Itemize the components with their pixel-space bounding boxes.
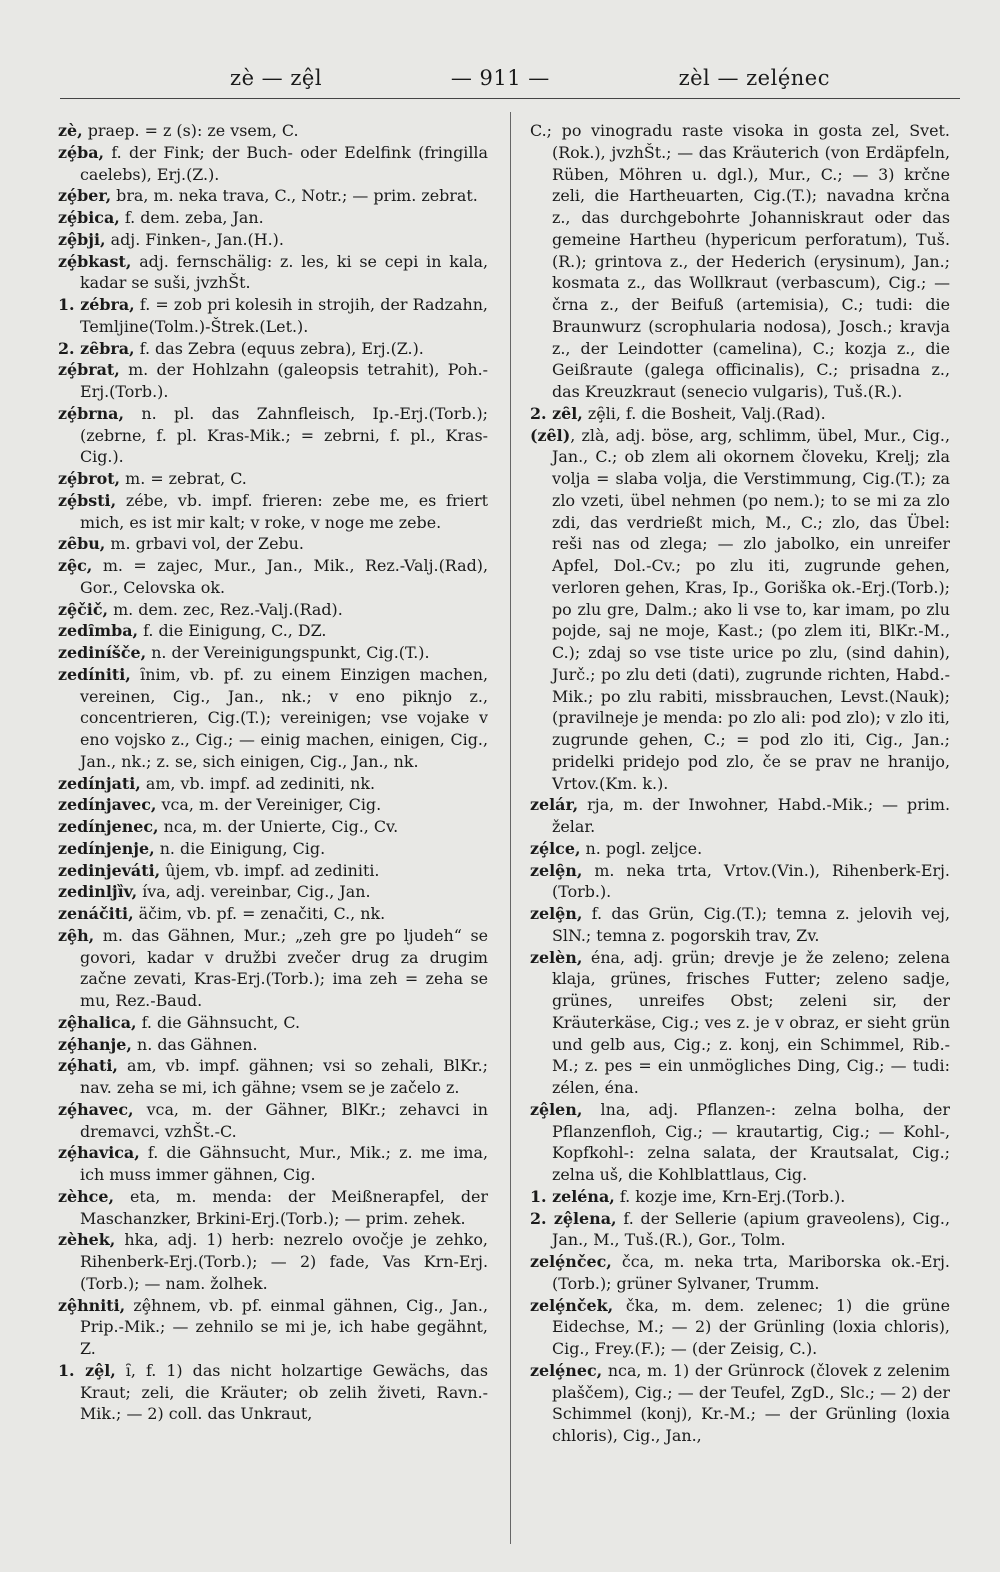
entry-headword: zedı́njati, bbox=[58, 773, 141, 793]
entry-definition: praep. = z (s): ze vsem, C. bbox=[82, 121, 299, 140]
dictionary-entry bbox=[530, 903, 950, 947]
dictionary-entry bbox=[58, 816, 488, 838]
entry-definition: nca, m. 1) der Grünrock (človek z zelenim plaščem), Cig.; — der Teufel, ZgD., Slc.; — 2) der Schimmel (konj), Kr.-M.; — der Grünling (loxia chloris), Cig., Jan., bbox=[552, 1360, 950, 1445]
entry-definition: f. die Gähnsucht, Mur., Mik.; z. me ima, ich muss immer gähnen, Cig. bbox=[80, 1143, 488, 1184]
dictionary-entry bbox=[530, 1251, 950, 1295]
dictionary-entry bbox=[530, 120, 950, 403]
entry-definition: n. die Einigung, Cig. bbox=[154, 838, 326, 858]
entry-definition: am, vb. impf. ad zediniti, nk. bbox=[140, 773, 376, 793]
dictionary-entry bbox=[58, 620, 488, 642]
dictionary-entry bbox=[530, 1295, 950, 1360]
entry-headword: zelȩ́nček, bbox=[530, 1295, 614, 1315]
entry-headword: zè, bbox=[58, 121, 83, 140]
dictionary-entry bbox=[58, 468, 488, 490]
dictionary-entry bbox=[58, 294, 488, 338]
dictionary-entry bbox=[58, 642, 488, 664]
header-left-guideword: zè — zȩ̂l bbox=[230, 66, 323, 90]
entry-definition: éna, adj. grün; drevje je že zeleno; zelena klaja, grünes, frisches Futter; zeleno sadje, grünes, unreifes Obst; zeleni sir, der Kräuterkäse, Cig.; ves z. je v obraz, er sieht grün und gelb aus, Cig.; z. konj, ein Schimmel, Rib.-M.; z. pes = ein unmögliches Ding, Cig.; — tudi: zélen, éna. bbox=[552, 947, 950, 1097]
entry-headword: zelȩ́nec, bbox=[530, 1360, 603, 1380]
entry-definition: m. der Hohlzahn (galeopsis tetrahit), Poh.-Erj.(Torb.). bbox=[80, 360, 488, 401]
header-rule bbox=[60, 98, 960, 99]
entry-definition: nca, m. der Unierte, Cig., Cv. bbox=[158, 817, 399, 836]
dictionary-entry bbox=[58, 925, 488, 1012]
entry-headword: zȩ́havec, bbox=[58, 1099, 134, 1119]
entry-definition: adj. Finken-, Jan.(H.). bbox=[105, 229, 284, 249]
right-column bbox=[530, 120, 950, 1552]
entry-definition: zébe, vb. impf. frieren: zebe me, es friert mich, es ist mir kalt; v roke, v noge me zebe. bbox=[80, 490, 488, 532]
dictionary-entry bbox=[58, 1099, 488, 1143]
dictionary-entry bbox=[58, 881, 488, 903]
entry-headword: zȩ́hati, bbox=[58, 1056, 118, 1076]
entry-definition: f. der Fink; der Buch- oder Edelfink (fringilla caelebs), Erj.(Z.). bbox=[80, 142, 488, 184]
dictionary-entry bbox=[530, 403, 950, 425]
entry-definition: bra, m. neka trava, C., Notr.; — prim. zebrat. bbox=[111, 186, 478, 206]
dictionary-entry bbox=[58, 251, 488, 295]
entry-definition: zȩ̂hnem, vb. pf. einmal gähnen, Cig., Jan., Prip.-Mik.; — zehnilo se mi je, ich habe gegähnt, Z. bbox=[80, 1295, 488, 1358]
dictionary-entry bbox=[58, 1229, 488, 1294]
entry-headword: 2. zȩ̂lena, bbox=[530, 1208, 617, 1228]
entry-definition: vca, m. der Vereiniger, Cig. bbox=[156, 795, 382, 815]
entry-definition: f. die Gähnsucht, C. bbox=[136, 1012, 301, 1032]
entry-headword: zȩ́brat, bbox=[58, 360, 120, 380]
dictionary-entry bbox=[58, 229, 488, 251]
column-divider bbox=[510, 112, 511, 1544]
dictionary-entry bbox=[58, 1186, 488, 1230]
entry-definition: f. = zob pri kolesih in strojih, der Radzahn, Temljine(Tolm.)-Štrek.(Let.). bbox=[80, 295, 488, 336]
entry-headword: zȩ́bica, bbox=[58, 208, 120, 227]
entry-headword: zelèn, bbox=[530, 947, 583, 967]
dictionary-entry bbox=[530, 1186, 950, 1208]
entry-definition: m. = zajec, Mur., Jan., Mik., Rez.-Valj.(Rad), Gor., Celovska ok. bbox=[80, 556, 488, 597]
entry-headword: zȩ̂halica, bbox=[58, 1012, 137, 1032]
dictionary-entry bbox=[58, 403, 488, 468]
entry-definition: rja, m. der Inwohner, Habd.-Mik.; — prim. želar. bbox=[552, 795, 950, 836]
entry-headword: zȩ́lce, bbox=[530, 838, 581, 858]
header-right-guideword: zèl — zelȩ́nec bbox=[678, 66, 830, 90]
entry-definition: vca, m. der Gähner, BlKr.; zehavci in dremavci, vzhŠt.-C. bbox=[80, 1099, 488, 1141]
entry-headword: (zȇl) bbox=[530, 425, 571, 445]
dictionary-entry bbox=[58, 1055, 488, 1099]
entry-definition: ı̑nim, vb. pf. zu einem Einzigen machen, vereinen, Cig., Jan., nk.; v eno piknjo z., concentrieren, Cig.(T.); vereinigen; vse vojake v eno vojsko z., Cig.; — einig machen, einigen, Cig., Jan., nk.; z. se, sich einigen, Cig., Jan., nk. bbox=[80, 664, 488, 771]
entry-headword: zȩ̂hniti, bbox=[58, 1295, 126, 1315]
page-number: — 911 — bbox=[450, 66, 550, 90]
dictionary-entry bbox=[58, 120, 488, 142]
entry-definition: čka, m. dem. zelenec; 1) die grüne Eidechse, M.; — 2) der Grünling (loxia chloris), Cig., Frey.(F.); — (der Zeisig, C.). bbox=[552, 1295, 950, 1358]
dictionary-entry bbox=[58, 860, 488, 882]
dictionary-entry bbox=[58, 490, 488, 534]
entry-definition: m. das Gähnen, Mur.; „zeh gre po ljudeh“ se govori, kadar v družbi zvečer drug za drugim začne zevati, Kras-Erj.(Torb.); ima zeh = zeha se mu, Rez.-Baud. bbox=[80, 925, 488, 1010]
dictionary-entry bbox=[58, 207, 488, 229]
dictionary-entry bbox=[530, 425, 950, 795]
entry-headword: zelȩ̑n, bbox=[530, 904, 583, 923]
left-column bbox=[58, 120, 488, 1552]
entry-headword: zȩ̑c, bbox=[58, 556, 93, 575]
entry-headword: 1. zébra, bbox=[58, 295, 135, 314]
entry-headword: zèhce, bbox=[58, 1186, 115, 1206]
dictionary-entry bbox=[530, 860, 950, 904]
dictionary-entry bbox=[530, 1360, 950, 1447]
entry-headword: zȩ̂len, bbox=[530, 1099, 583, 1119]
dictionary-entry bbox=[530, 838, 950, 860]
entry-definition: lna, adj. Pflanzen-: zelna bolha, der Pflanzenfloh, Cig.; — krautartig, Cig.; — Kohl-, Kopfkohl-: zelna salata, der Krautsalat, Cig.; zelna uš, die Kohlblattlaus, Cig. bbox=[552, 1099, 950, 1184]
entry-headword: zȩ́bkast, bbox=[58, 251, 132, 271]
entry-headword: zedı́niti, bbox=[58, 664, 131, 684]
entry-headword: zelár, bbox=[530, 795, 579, 815]
entry-headword: zèhek, bbox=[58, 1230, 116, 1250]
dictionary-entry bbox=[58, 1295, 488, 1360]
entry-definition: m. dem. zec, Rez.-Valj.(Rad). bbox=[108, 599, 343, 619]
entry-definition: ûjem, vb. impf. ad zediniti. bbox=[160, 860, 380, 880]
entry-definition: m. = zebrat, C. bbox=[120, 469, 247, 488]
entry-definition: m. neka trta, Vrtov.(Vin.), Rihenberk-Erj.(Torb.). bbox=[552, 860, 950, 902]
entry-definition: ı̑, f. 1) das nicht holzartige Gewächs, das Kraut; zeli, die Kräuter; ob zelih živeti, Ravn.-Mik.; — 2) coll. das Unkraut, bbox=[80, 1360, 488, 1424]
entry-definition: ı́va, adj. vereinbar, Cig., Jan. bbox=[137, 882, 371, 902]
entry-definition: čca, m. neka trta, Mariborska ok.-Erj.(Torb.); grüner Sylvaner, Trumm. bbox=[552, 1252, 950, 1293]
dictionary-entry bbox=[530, 947, 950, 1099]
dictionary-entry bbox=[58, 794, 488, 816]
entry-definition: hka, adj. 1) herb: nezrelo ovočje je zehko, Rihenberk-Erj.(Torb.); — 2) fade, Vas Krn-Erj.(Torb.); — nam. žolhek. bbox=[80, 1230, 488, 1293]
entry-headword: zȩ̑h, bbox=[58, 925, 95, 945]
entry-definition: am, vb. impf. gähnen; vsi so zehali, BlKr.; nav. zeha se mi, ich gähne; vsem se je začelo z. bbox=[80, 1056, 488, 1097]
entry-headword: 1. zeléna, bbox=[530, 1186, 615, 1206]
entry-definition: , zlà, adj. böse, arg, schlimm, übel, Mur., Cig., Jan., C.; ob zlem ali okornem človeku, Krelj; zla volja = slaba volja, die Verstimmung, Cig.(T.); za zlo vzeti, übel nehmen (po nem.); to se mi za zlo zdi, das verdrießt mich, M., C.; zlo, das Übel: reši nas od zlega; — zlo jabolko, ein unreifer Apfel, Dol.-Cv.; po zlu iti, zugrunde gehen, verloren gehen, Kras, Ip., Goriška ok.-Erj.(Torb.); po zlu gre, Dalm.; ako li vse to, kar imam, po zlu pojde, saj ne moje, Kast.; (po zlem iti, BlKr.-M., C.); zdaj so vse tiste urice po zlu, (sind dahin), Jurč.; po zlu deti (dati), zugrunde richten, Habd.-Mik.; po zlu rabiti, missbrauchen, Levst.(Nauk); (pravilneje je menda: po zlo ali: pod zlo); v zlo iti, zugrunde gehen, C.; = pod zlo iti, Cig., Jan.; pridelki pridejo pod zlo, če se prav ne hranijo, Vrtov.(Km. k.). bbox=[552, 425, 950, 793]
dictionary-entry bbox=[58, 359, 488, 403]
entry-headword: 2. zȇl, bbox=[530, 403, 583, 423]
dictionary-entry bbox=[58, 1360, 488, 1425]
entry-headword: zedinjeváti, bbox=[58, 860, 161, 880]
dictionary-entry bbox=[58, 664, 488, 773]
dictionary-entry bbox=[58, 1142, 488, 1186]
entry-definition: zȩ̑li, f. die Bosheit, Valj.(Rad). bbox=[582, 403, 826, 423]
dictionary-entry bbox=[530, 794, 950, 838]
dictionary-entry bbox=[58, 533, 488, 555]
entry-definition: n. pogl. zeljce. bbox=[580, 838, 703, 858]
entry-headword: zedinı́šče, bbox=[58, 643, 147, 662]
entry-definition: C.; po vinogradu raste visoka in gosta zel, Svet.(Rok.), jvzhŠt.; — das Kräuterich (von Erdäpfeln, Rüben, Möhren u. dgl.), Mur., C.; — 3) krčne zeli, die Hartheuarten, Cig.(T.); navadna krčna z., das durchgebohrte Johanniskraut oder das gemeine Hartheu (hypericum perforatum), Tuš.(R.); grintova z., der Hederich (erysinum), Jan.; kosmata z., das Wollkraut (verbascum), Cig.; — črna z., der Beifuß (artemisia), C.; tudi: die Braunwurz (scrophularia nodosa), Josch.; kravja z., der Leindotter (camelina), C.; kozja z., die Geißraute (galega officinalis), C.; prisadna z., das Kreuzkraut (senecio vulgaris), Tuš.(R.). bbox=[530, 121, 950, 401]
entry-definition: n. pl. das Zahnfleisch, Ip.-Erj.(Torb.); (zebrne, f. pl. Kras-Mik.; = zebrni, f. pl., Kras-Cig.). bbox=[80, 403, 488, 467]
entry-definition: m. grbavi vol, der Zebu. bbox=[105, 534, 304, 554]
entry-definition: f. das Grün, Cig.(T.); temna z. jelovih vej, SlN.; temna z. pogorskih trav, Zv. bbox=[552, 904, 950, 945]
entry-headword: zȩ́ba, bbox=[58, 142, 105, 162]
entry-definition: äčim, vb. pf. = zenačiti, C., nk. bbox=[133, 904, 386, 923]
entry-headword: zȩ̂bji, bbox=[58, 229, 106, 249]
entry-headword: zȩ́brna, bbox=[58, 403, 124, 423]
entry-headword: zedı́njenec, bbox=[58, 817, 159, 836]
entry-headword: zedinljȉv, bbox=[58, 882, 138, 902]
dictionary-entry bbox=[58, 838, 488, 860]
entry-headword: zedȋmba, bbox=[58, 621, 139, 641]
entry-definition: f. dem. zeba, Jan. bbox=[119, 208, 264, 227]
entry-definition: f. der Sellerie (apium graveolens), Cig., Jan., M., Tuš.(R.), Gor., Tolm. bbox=[552, 1208, 950, 1250]
entry-definition: n. der Vereinigungspunkt, Cig.(T.). bbox=[146, 643, 430, 662]
entry-headword: zȩ̑čič, bbox=[58, 599, 109, 619]
dictionary-entry bbox=[58, 142, 488, 186]
dictionary-entry bbox=[58, 185, 488, 207]
entry-headword: zȩ́havica, bbox=[58, 1143, 140, 1163]
dictionary-entry bbox=[58, 338, 488, 360]
dictionary-entry bbox=[58, 903, 488, 925]
dictionary-entry bbox=[58, 599, 488, 621]
entry-definition: f. kozje ime, Krn-Erj.(Torb.). bbox=[614, 1186, 846, 1206]
dictionary-entry bbox=[530, 1099, 950, 1186]
dictionary-entry bbox=[58, 1034, 488, 1056]
dictionary-entry bbox=[58, 773, 488, 795]
entry-headword: zedı́njenje, bbox=[58, 838, 155, 858]
entry-definition: f. die Einigung, C., DZ. bbox=[138, 621, 327, 641]
dictionary-entry bbox=[58, 555, 488, 599]
dictionary-entry bbox=[530, 1208, 950, 1252]
entry-headword: zelȩ̑n, bbox=[530, 860, 583, 880]
entry-headword: 1. zȩ̂l, bbox=[58, 1360, 116, 1380]
entry-headword: 2. zȇbra, bbox=[58, 338, 135, 358]
entry-headword: zedı́njavec, bbox=[58, 795, 157, 815]
entry-headword: zenáčiti, bbox=[58, 904, 134, 923]
entry-headword: zȩ́ber, bbox=[58, 186, 112, 206]
entry-headword: zelȩ́nčec, bbox=[530, 1252, 612, 1271]
dictionary-entry bbox=[58, 1012, 488, 1034]
entry-definition: adj. fernschälig: z. les, ki se cepi in kala, kadar se suši, jvzhŠt. bbox=[80, 251, 488, 293]
entry-definition: n. das Gähnen. bbox=[131, 1034, 258, 1054]
entry-headword: zȩ́brot, bbox=[58, 469, 121, 488]
entry-headword: zȇbu, bbox=[58, 534, 106, 554]
entry-headword: zȩ́hanje, bbox=[58, 1034, 132, 1054]
entry-definition: f. das Zebra (equus zebra), Erj.(Z.). bbox=[134, 338, 424, 358]
running-header bbox=[60, 58, 940, 98]
entry-definition: eta, m. menda: der Meißnerapfel, der Maschanzker, Brkini-Erj.(Torb.); — prim. zehek. bbox=[80, 1186, 488, 1228]
entry-headword: zȩ́bsti, bbox=[58, 490, 117, 510]
